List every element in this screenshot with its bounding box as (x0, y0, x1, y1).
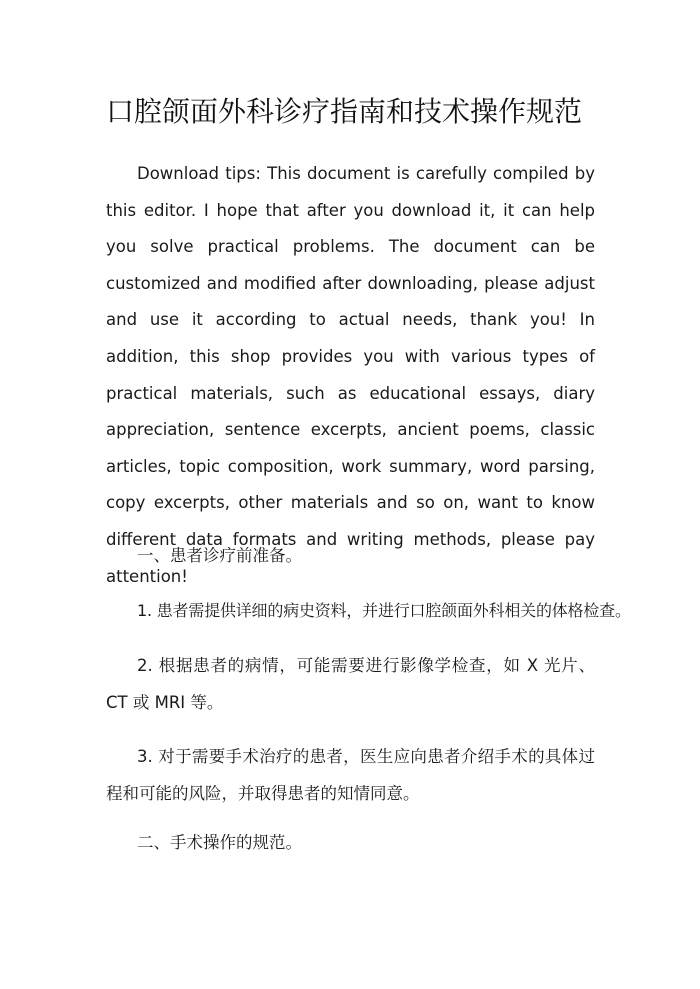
document-title: 口腔颌面外科诊疗指南和技术操作规范 (106, 95, 583, 128)
download-tips-paragraph: Download tips: This document is carefully compiled by this editor. I hope that after you download it, it can help you solve practical problems. The document can be customized and modified after downloading, please adjust and use it according to actual needs, thank you! In addition, this shop provides you with various types of practical materials, such as educational essays, diary appreciation, sentence excerpts, ancient poems, classic articles, topic composition, work summary, word parsing, copy excerpts, other materials and so on, want to know different data formats and writing methods, please pay attention! (106, 164, 595, 586)
list-item-3: 3. 对于需要手术治疗的患者，医生应向患者介绍手术的具体过程和可能的风险，并取得患者的知情同意。 (106, 747, 595, 803)
list-item-2: 2. 根据患者的病情，可能需要进行影像学检查，如 X 光片、CT 或 MRI 等。 (106, 656, 595, 712)
section-heading-patient-preparation: 一、患者诊疗前准备。 (137, 546, 302, 565)
list-item-1: 1. 患者需提供详细的病史资料，并进行口腔颌面外科相关的体格检查。 (137, 601, 631, 620)
section-heading-surgical-operation: 二、手术操作的规范。 (137, 833, 302, 852)
